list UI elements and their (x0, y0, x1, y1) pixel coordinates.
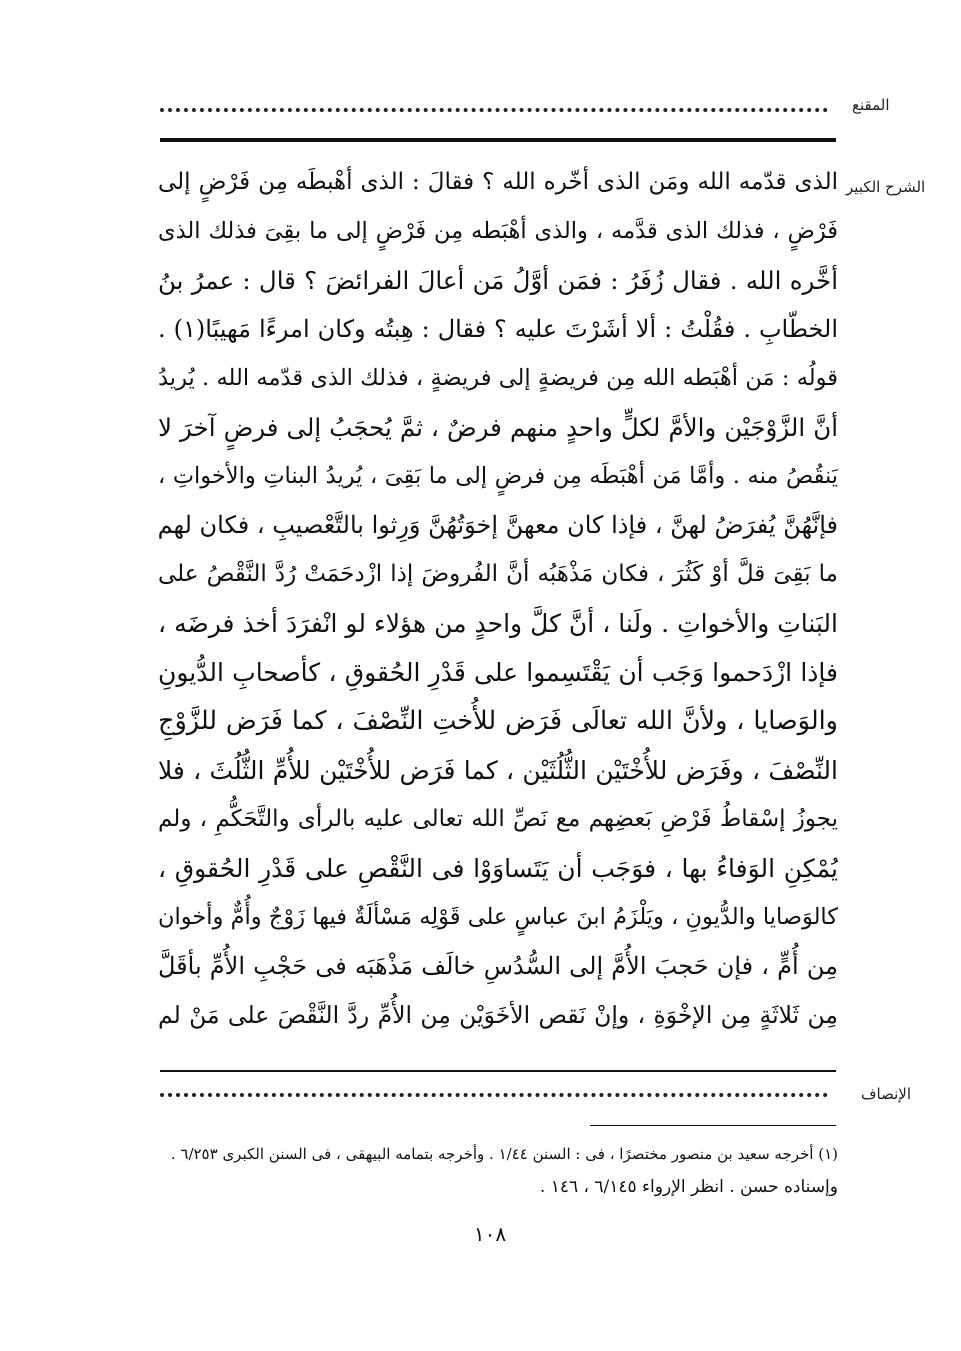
page-number: ١٠٨ (473, 1222, 507, 1246)
footnote-line: وإسناده حسن . انظر الإرواء ٦/١٤٥ ، ١٤٦ . (539, 1177, 838, 1197)
text-line: البَناتِ والأخواتِ . ولَنا ، أنَّ كلَّ واحدٍ من هؤلاء لو انْفرَدَ أخذ فرضَه ، (158, 609, 838, 638)
text-line: يجوزُ إسْقاطُ فَرْضِ بَعضِهم مع نَصِّ الله تعالى عليه بالرأى والتَّحَكُّمِ ، ولم (158, 806, 838, 832)
text-line: فَرْضٍ ، فذلك الذى قدَّمه ، والذى أهْبَطه مِن فَرْضٍ إلى ما بقِىَ فذلك الذى (158, 218, 838, 244)
text-line: قولُه : مَن أهْبَطه الله مِن فريضةٍ إلى فريضةٍ ، فذلك الذى قدّمه الله . يُريدُ (158, 365, 838, 391)
text-line: أنَّ الزَّوْجَيْن والأمَّ لكلٍّ واحدٍ منهم فرضٌ ، ثمَّ يُحجَبُ إلى فرضٍ آخرَ لا (158, 413, 838, 442)
header-rule (160, 138, 836, 142)
header-label-muqni: المقنع (852, 96, 890, 114)
text-line: يُمْكِنِ الوَفاءُ بها ، فوَجَب أن يَتَساوَوْا فى النَّقْصِ على قَدْرِ الحُقوقِ ، (158, 854, 838, 883)
text-line: والوَصايا ، ولأنَّ الله تعالَى فَرَض للأُختِ النِّصْفَ ، كما فَرَض للزَّوْجِ (158, 706, 838, 736)
side-label-sharh: الشرح الكبير (846, 178, 926, 196)
bottom-label-insaf: الإنصاف (861, 1085, 912, 1103)
footnote-line: (١) أخرجه سعيد بن منصور مختصرًا ، فى : السنن ١/٤٤ . وأخرجه بتمامه البيهقى ، فى السنن الكبرى ٦/٢٥٣ . (170, 1145, 838, 1163)
header-dotted-line (160, 108, 828, 112)
text-line: الخطّابِ . فقُلْتُ : ألا أشَرْتَ عليه ؟ فقال : هِبتُه وكان امرءًا مَهيبًا(١) . (158, 315, 838, 343)
bottom-rule (160, 1070, 836, 1072)
text-line: الذى قدّمه الله ومَن الذى أخّره الله ؟ فقالَ : الذى أهْبطَه مِن فَرْضٍ إلى (158, 169, 838, 195)
main-text (158, 158, 838, 1040)
text-line: فإنَّهُنَّ يُفرَضُ لهنَّ ، فإذا كان معهنَّ إخوَتُهُنَّ وَرِثوا بالتَّعْصيبِ ، فكان لهم (158, 511, 838, 539)
text-line: يَنقُصُ منه . وأمَّا مَن أهْبَطَه مِن فرضٍ إلى ما بَقِىَ ، يُريدُ البناتِ والأخواتِ ، (158, 463, 838, 489)
footnote-rule (590, 1125, 836, 1126)
text-line: كالوَصايا والدُّيونِ ، ويَلْزَمُ ابنَ عباسٍ على قَوْلِه مَسْألَةٌ فيها زَوْجٌ وأُمٌّ وأخوان (158, 904, 838, 930)
footnote (158, 1138, 838, 1204)
bottom-dotted-line (160, 1093, 828, 1097)
text-line: النِّصْفَ ، وفَرَض للأُخْتَيْن الثُّلُثَيْن ، كما فَرَض للأُخْتَيْن للأُمِّ الثُّلُثَ ، فلا (158, 756, 838, 785)
text-line: أخَّره الله . فقال زُفَرُ : فمَن أوَّلُ مَن أعالَ الفرائضَ ؟ قال : عمرُ بنُ (158, 266, 838, 295)
text-line: مِن ثَلاثَةٍ مِن الإخْوَةِ ، وإنْ نَقص الأخَوَيْن مِن الأُمِّ ردَّ النَّقْصَ على مَنْ لم (158, 1001, 838, 1029)
text-line: مِن أُمٍّ ، فإن حَجبَ الأُمَّ إلى السُّدُسِ خالَف مَذْهَبَه فى حَجْبِ الأُمِّ بأقَلَّ (158, 952, 838, 980)
text-line: ما بَقِىَ قلَّ أوْ كَثُرَ ، فكان مَذْهَبُه أنَّ الفُروضَ إذا ازْدحَمَتْ رُدَّ النَّقْصُ على (158, 561, 838, 587)
text-line: فإذا ازْدَحموا وَجَب أن يَقْتَسِموا على قَدْرِ الحُقوقِ ، كأصحابِ الدُّيونِ (158, 658, 838, 687)
